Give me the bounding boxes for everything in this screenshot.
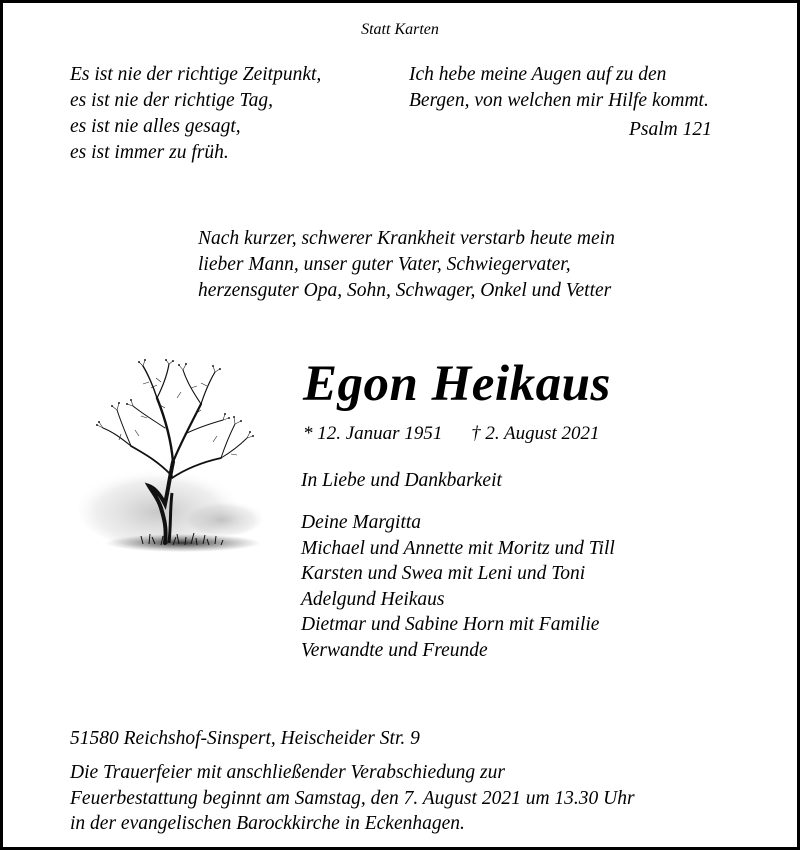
- mourner-line: Karsten und Swea mit Leni und Toni: [301, 563, 586, 585]
- verse-left-line: es ist immer zu früh.: [70, 142, 229, 163]
- mourner-line: Dietmar und Sabine Horn mit Familie: [301, 614, 600, 636]
- verse-left-line: Es ist nie der richtige Zeitpunkt,: [70, 64, 322, 85]
- intro-line: lieber Mann, unser guter Vater, Schwiegervater,: [198, 254, 571, 275]
- verse-left-line: es ist nie der richtige Tag,: [70, 90, 273, 111]
- ceremony-line: in der evangelischen Barockkirche in Eckenhagen.: [70, 813, 465, 835]
- mourners-list: [301, 510, 615, 664]
- verse-left-line: es ist nie alles gesagt,: [70, 116, 241, 137]
- bare-tree-illustration: [73, 358, 263, 573]
- thanks-line: In Liebe und Dankbarkeit: [301, 470, 502, 491]
- birth-date: * 12. Januar 1951: [303, 423, 443, 444]
- verse-right: [409, 62, 709, 114]
- mourner-line: Michael und Annette mit Moritz und Till: [301, 537, 615, 559]
- deceased-name: Egon Heikaus: [303, 356, 611, 412]
- ceremony-info: [70, 760, 635, 837]
- verse-left: [70, 62, 321, 166]
- ceremony-line: Feuerbestattung beginnt am Samstag, den 7. August 2021 um 13.30 Uhr: [70, 787, 635, 809]
- verse-right-line: Ich hebe meine Augen auf zu den: [409, 64, 667, 85]
- intro-line: Nach kurzer, schwerer Krankheit verstarb heute mein: [198, 228, 615, 249]
- header-statt-karten: Statt Karten: [361, 21, 439, 38]
- verse-right-line: Bergen, von welchen mir Hilfe kommt.: [409, 90, 709, 111]
- intro-line: herzensguter Opa, Sohn, Schwager, Onkel und Vetter: [198, 280, 612, 301]
- intro-text: [198, 226, 615, 304]
- life-dates: [303, 423, 600, 445]
- mourner-line: Verwandte und Freunde: [301, 639, 488, 661]
- psalm-reference: Psalm 121: [629, 119, 712, 140]
- ceremony-line: Die Trauerfeier mit anschließender Verabschiedung zur: [70, 762, 505, 783]
- mourner-line: Adelgund Heikaus: [301, 588, 445, 610]
- mourning-address: 51580 Reichshof-Sinspert, Heischeider Str. 9: [70, 728, 420, 749]
- death-date: † 2. August 2021: [471, 423, 600, 444]
- mourner-line: Deine Margitta: [301, 512, 422, 533]
